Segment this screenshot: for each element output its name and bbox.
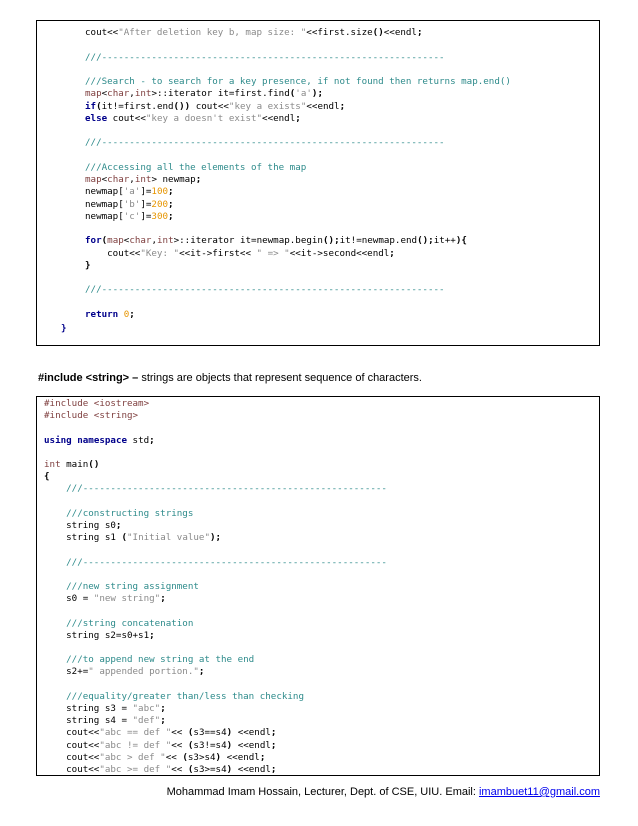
code-line: newmap['b']=200; bbox=[85, 198, 174, 210]
code-line: string s1 ("Initial value"); bbox=[44, 532, 222, 544]
code-line: newmap['c']=300; bbox=[85, 210, 174, 222]
code-line: string s3 = "abc"; bbox=[44, 703, 166, 714]
code-line: using namespace std; bbox=[44, 434, 155, 446]
code-line: ///-------------------------------------------------------------- bbox=[85, 284, 445, 296]
code-block-map bbox=[36, 20, 600, 346]
code-line: cout<<"Key: "<<it->first<< " => "<<it->second<<endl; bbox=[85, 247, 395, 259]
code-line: ///new string assignment bbox=[66, 581, 199, 592]
code-line: if(it!=first.end()) cout<<"key a exists"<<endl; bbox=[85, 100, 346, 112]
email-link[interactable]: imambuet11@gmail.com bbox=[478, 786, 600, 798]
code-line: string s2=s0+s1; bbox=[44, 629, 155, 641]
code-line: ///------------------------------------------------------- bbox=[66, 483, 387, 495]
code-line: map<char,int> newmap; bbox=[85, 174, 202, 185]
code-line: ///-------------------------------------------------------------- bbox=[85, 137, 445, 149]
code-line: int main() bbox=[44, 459, 100, 470]
code-line: cout<<"abc >= def "<< (s3>=s4) <<endl; bbox=[44, 764, 277, 775]
code-line: return 0; bbox=[85, 308, 135, 320]
code-line: ///------------------------------------------------------- bbox=[66, 556, 387, 568]
code-line: for(map<char,int>::iterator it=newmap.begin();it!=newmap.end();it++){ bbox=[85, 235, 467, 247]
code-line: #include <string> bbox=[44, 410, 139, 422]
code-line: s0 = "new string"; bbox=[44, 593, 166, 605]
code-line: cout<<"After deletion key b, map size: "<<first.size()<<endl; bbox=[85, 27, 423, 38]
code-line: s2+=" appended portion."; bbox=[44, 666, 205, 678]
code-line: else cout<<"key a doesn't exist"<<endl; bbox=[85, 112, 301, 124]
code-line: ///Search - to search for a key presence, if not found then returns map.end() bbox=[85, 76, 511, 87]
code-line: map<char,int>::iterator it=first.find('a'); bbox=[85, 88, 323, 100]
code-line: ///string concatenation bbox=[66, 617, 194, 629]
heading-bold: #include <string> – bbox=[38, 372, 139, 384]
page-footer bbox=[0, 786, 600, 798]
code-line: ///constructing strings bbox=[66, 507, 194, 519]
code-line: ///to append new string at the end bbox=[66, 654, 255, 666]
footer-text: Mohammad Imam Hossain, Lecturer, Dept. of CSE, UIU. Email: bbox=[166, 786, 479, 798]
code-line: newmap['a']=100; bbox=[85, 186, 174, 198]
code-line: string s0; bbox=[44, 520, 122, 531]
code-line: cout<<"abc == def "<< (s3==s4) <<endl; bbox=[44, 727, 277, 739]
code-line: string s4 = "def"; bbox=[44, 715, 166, 727]
heading-text: strings are objects that represent sequence of characters. bbox=[138, 372, 422, 384]
code-line: cout<<"abc > def "<< (s3>s4) <<endl; bbox=[44, 751, 266, 763]
code-line: { bbox=[44, 471, 50, 483]
code-line: ///equality/greater than/less than checking bbox=[66, 690, 304, 702]
code-line: #include <iostream> bbox=[44, 398, 150, 409]
section-heading bbox=[38, 372, 422, 384]
code-block-string bbox=[36, 396, 600, 776]
code-line: ///-------------------------------------------------------------- bbox=[85, 51, 445, 63]
code-line: } bbox=[85, 259, 91, 271]
code-line: cout<<"abc != def "<< (s3!=s4) <<endl; bbox=[44, 739, 277, 751]
code-line: ///Accessing all the elements of the map bbox=[85, 161, 307, 173]
closing-brace: } bbox=[61, 323, 67, 334]
